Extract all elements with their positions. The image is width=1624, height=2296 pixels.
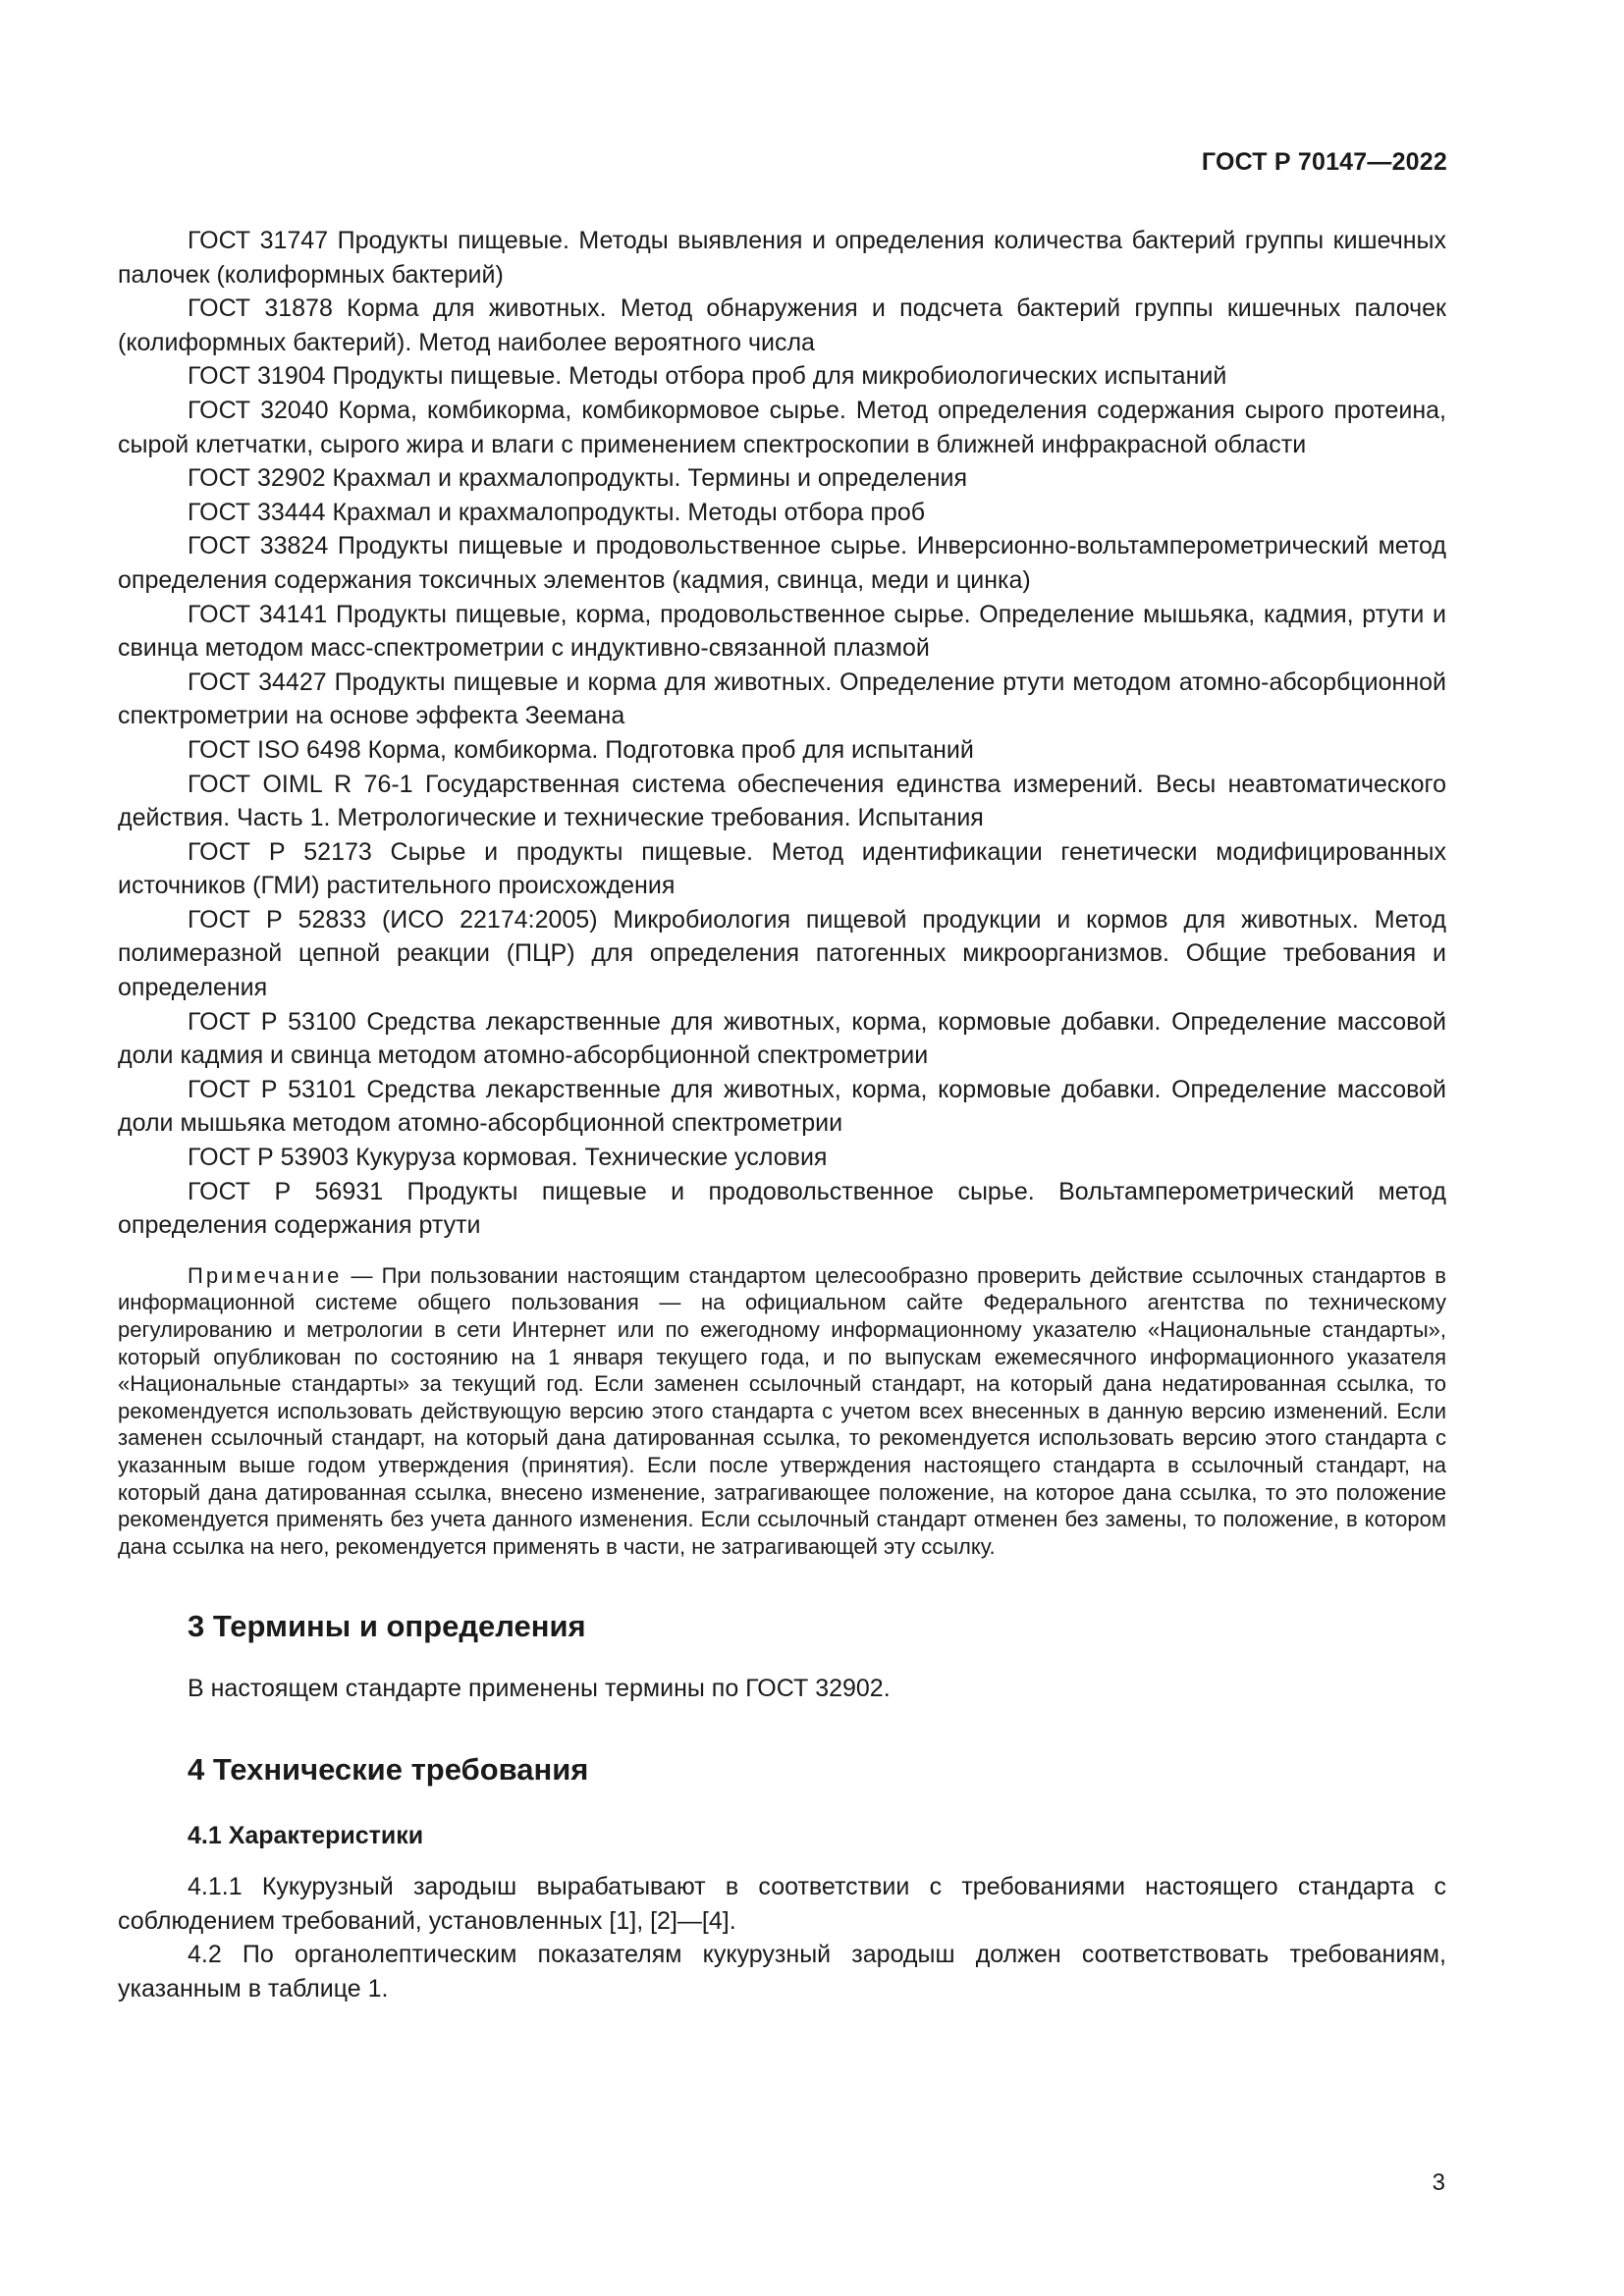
- normative-references-list: [118, 224, 1446, 1243]
- note-paragraph: [118, 1262, 1446, 1561]
- reference-item: ГОСТ 33444 Крахмал и крахмалопродукты. Методы отбора проб: [188, 498, 926, 526]
- document-code-header: ГОСТ Р 70147—2022: [1201, 148, 1447, 176]
- section-3-title: 3 Термины и определения: [188, 1609, 586, 1644]
- section-3-text: В настоящем стандарте применены термины по ГОСТ 32902.: [188, 1675, 891, 1703]
- subsection-4-1-title: 4.1 Характеристики: [188, 1821, 424, 1849]
- clause-4-1-1: 4.1.1 Кукурузный зародыш вырабатывают в соответствии с требованиями настоящего стандарта с соблюдением требований, установленных [1], [2]—[4].: [118, 1872, 1446, 1935]
- reference-item: ГОСТ Р 53100 Средства лекарственные для животных, корма, кормовые добавки. Определение массовой доли кадмия и свинца методом атомно-абсорбционной спектрометрии: [118, 1007, 1446, 1070]
- document-body: [118, 224, 1446, 2005]
- reference-item: ГОСТ Р 52173 Сырье и продукты пищевые. Метод идентификации генетически модифицированных источников (ГМИ) растительного происхождения: [118, 837, 1446, 900]
- section-4-clauses: [118, 1870, 1446, 2005]
- reference-item: ГОСТ 34427 Продукты пищевые и корма для животных. Определение ртути методом атомно-абсорбционной спектрометрии на основе эффекта Зеемана: [118, 667, 1446, 730]
- reference-item: ГОСТ 32040 Корма, комбикорма, комбикормовое сырье. Метод определения содержания сырого протеина, сырой клетчатки, сырого жира и влаги с применением спектроскопии в ближней инфракрасной области: [118, 396, 1446, 458]
- reference-item: ГОСТ Р 53903 Кукуруза кормовая. Технические условия: [188, 1144, 828, 1172]
- reference-item: ГОСТ 33824 Продукты пищевые и продовольственное сырье. Инверсионно-вольтамперометрический метод определения содержания токсичных элементов (кадмия, свинца, меди и цинка): [118, 532, 1446, 594]
- reference-item: ГОСТ ISO 6498 Корма, комбикорма. Подготовка проб для испытаний: [188, 735, 974, 764]
- clause-4-2: 4.2 По органолептическим показателям кукурузный зародыш должен соответствовать требованиям, указанным в таблице 1.: [118, 1941, 1446, 2002]
- reference-item: ГОСТ 31747 Продукты пищевые. Методы выявления и определения количества бактерий группы кишечных палочек (колиформных бактерий): [118, 227, 1446, 289]
- reference-item: ГОСТ 31904 Продукты пищевые. Методы отбора проб для микробиологических испытаний: [188, 362, 1227, 391]
- note-label: Примечание: [188, 1262, 343, 1288]
- reference-item: ГОСТ 32902 Крахмал и крахмалопродукты. Термины и определения: [188, 464, 968, 493]
- reference-item: ГОСТ OIML R 76-1 Государственная система обеспечения единства измерений. Весы неавтоматического действия. Часть 1. Метрологические и технические требования. Испытания: [118, 770, 1446, 832]
- reference-item: ГОСТ Р 56931 Продукты пищевые и продовольственное сырье. Вольтамперометрический метод определения содержания ртути: [118, 1177, 1446, 1240]
- reference-item: ГОСТ Р 53101 Средства лекарственные для животных, корма, кормовые добавки. Определение массовой доли мышьяка методом атомно-абсорбционной спектрометрии: [118, 1075, 1446, 1138]
- reference-item: ГОСТ 34141 Продукты пищевые, корма, продовольственное сырье. Определение мышьяка, кадмия, ртути и свинца методом масс-спектрометрии с индуктивно-связанной плазмой: [118, 600, 1446, 663]
- page-number: 3: [1432, 2169, 1445, 2196]
- reference-item: ГОСТ Р 52833 (ИСО 22174:2005) Микробиология пищевой продукции и кормов для животных. Метод полимеразной цепной реакции (ПЦР) для определения патогенных микроорганизмов. Общие требования и определения: [118, 905, 1446, 1002]
- reference-item: ГОСТ 31878 Корма для животных. Метод обнаружения и подсчета бактерий группы кишечных палочек (колиформных бактерий). Метод наиболее вероятного числа: [118, 294, 1446, 356]
- section-4-title: 4 Технические требования: [188, 1751, 589, 1787]
- note-text: — При пользовании настоящим стандартом целесообразно проверить действие ссылочных стандартов в информационной системе общего пользования — на официальном сайте Федерального агентства по техническому регулированию и метрологии в сети Интернет или по ежегодному информационному указателю «Национальные стандарты», который опубликован по состоянию на 1 января текущего года, и по выпускам ежемесячного информационного указателя «Национальные стандарты» за текущий год. Если заменен ссылочный стандарт, на который дана недатированная ссылка, то рекомендуется использовать действующую версию этого стандарта с учетом всех внесенных в данную версию изменений. Если заменен ссылочный стандарт, на который дана датированная ссылка, то рекомендуется использовать версию этого стандарта с указанным выше годом утверждения (принятия). Если после утверждения настоящего стандарта в ссылочный стандарт, на который дана датированная ссылка, внесено изменение, затрагивающее положение, на которое дана ссылка, то это положение рекомендуется применять без учета данного изменения. Если ссылочный стандарт отменен без замены, то положение, в котором дана ссылка на него, рекомендуется применять в части, не затрагивающей эту ссылку.: [118, 1262, 1446, 1559]
